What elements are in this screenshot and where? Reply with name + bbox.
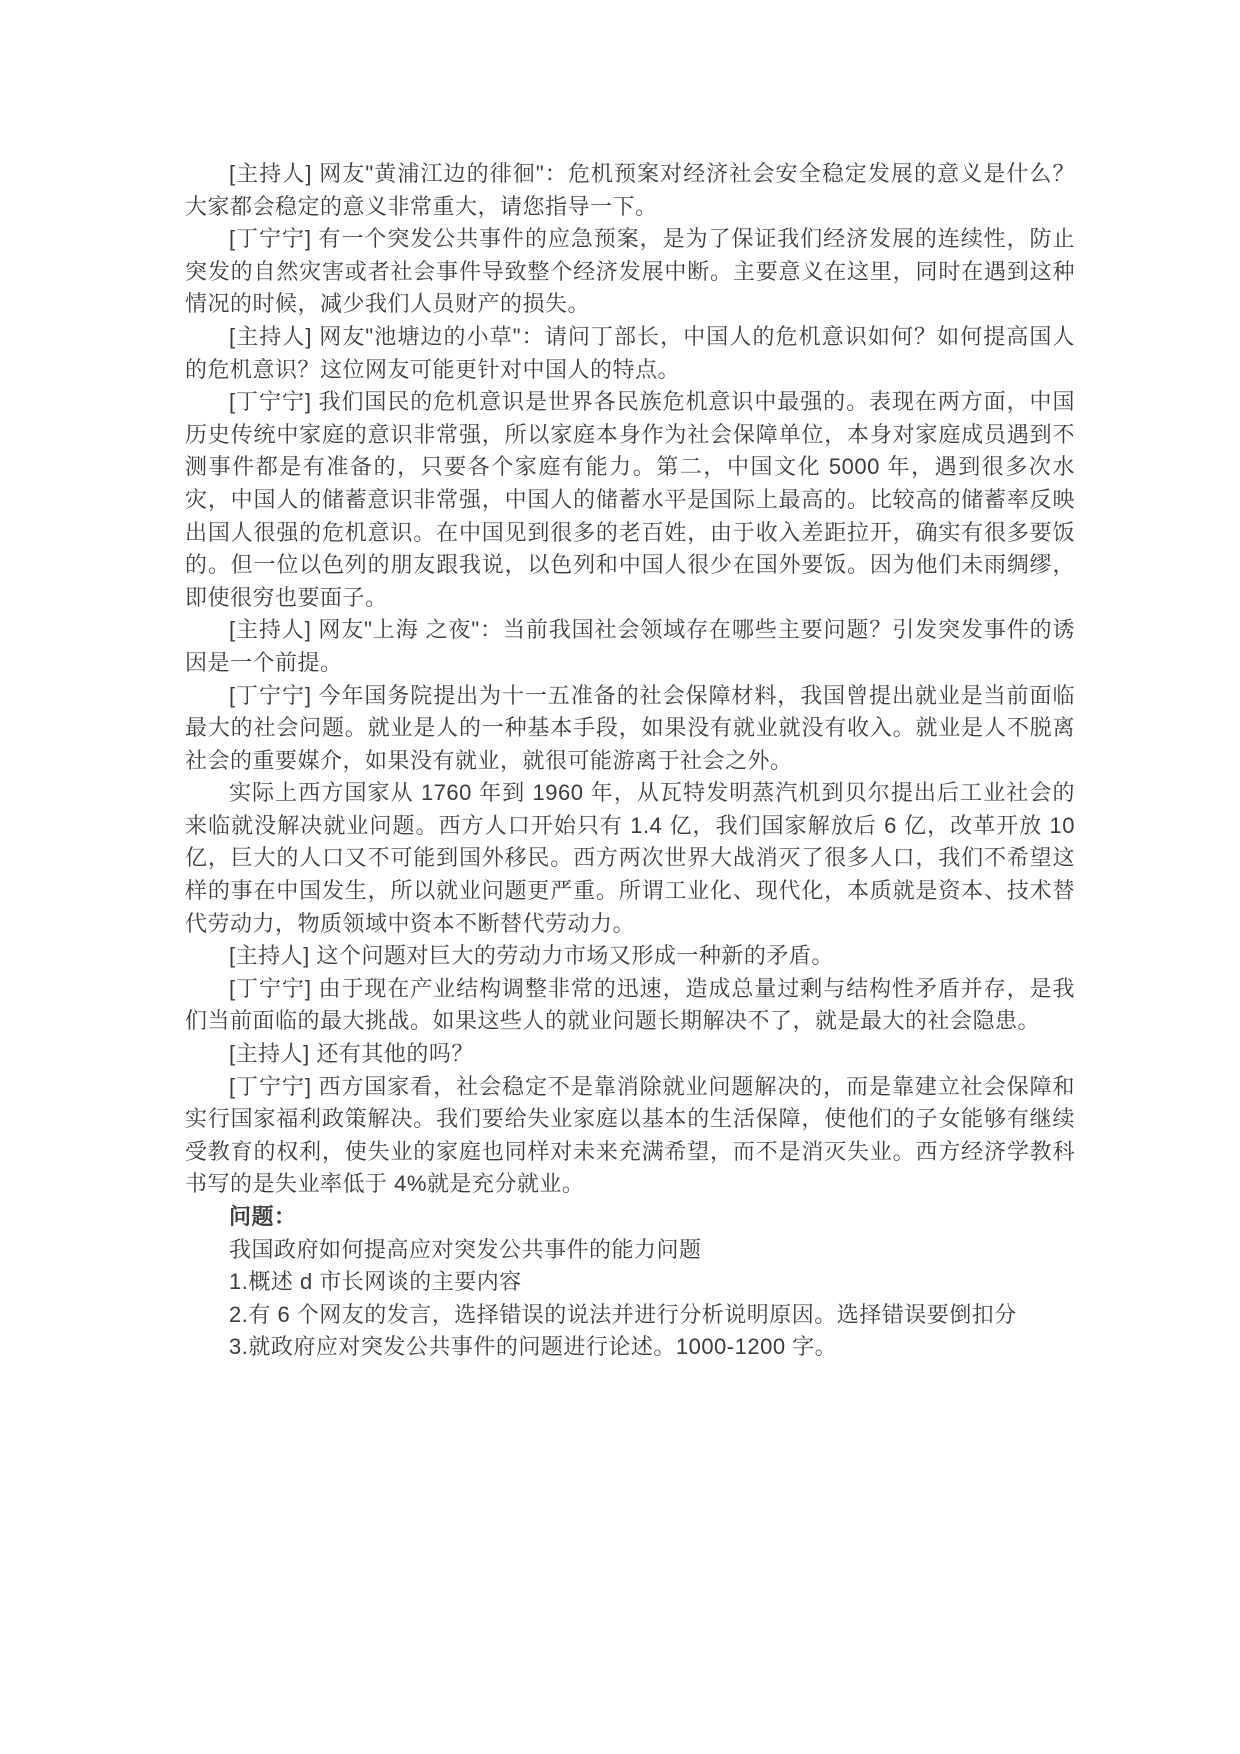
question-item-3: 3.就政府应对突发公共事件的问题进行论述。1000-1200 字。 bbox=[229, 1334, 838, 1360]
dialog-paragraph-guest-answer-1: [丁宁宁] 有一个突发公共事件的应急预案，是为了保证我们经济发展的连续性，防止突发的自然灾害或者社会事件导致整个经济发展中断。主要意义在这里，同时在遇到这种情况的时候，减少我们人员财产的损失。 bbox=[185, 226, 1075, 317]
dialog-paragraph-host-question-2: [主持人] 网友"池塘边的小草"：请问丁部长，中国人的危机意识如何？如何提高国人的危机意识？这位网友可能更针对中国人的特点。 bbox=[185, 323, 1075, 382]
document-content bbox=[185, 158, 1075, 1364]
dialog-paragraph-host-question-5: [主持人] 还有其他的吗？ bbox=[229, 1041, 474, 1067]
dialog-paragraph-guest-answer-5: [丁宁宁] 西方国家看，社会稳定不是靠消除就业问题解决的，而是靠建立社会保障和实行国家福利政策解决。我们要给失业家庭以基本的生活保障，使他们的子女能够有继续受教育的权利，使失业的家庭也同样对未来充满希望，而不是消灭失业。西方经济学教科书写的是失业率低于 4%就是充分就业。 bbox=[185, 1073, 1075, 1197]
dialog-paragraph-host-question-3: [主持人] 网友"上海 之夜"：当前我国社会领域存在哪些主要问题？引发突发事件的诱因是一个前提。 bbox=[185, 617, 1075, 675]
dialog-paragraph-guest-answer-3: [丁宁宁] 今年国务院提出为十一五准备的社会保障材料，我国曾提出就业是当前面临最大的社会问题。就业是人的一种基本手段，如果没有就业就没有收入。就业是人不脱离社会的重要媒介，如果没有就业，就很可能游离于社会之外。 bbox=[185, 682, 1075, 773]
dialog-paragraph-guest-answer-4: [丁宁宁] 由于现在产业结构调整非常的迅速，造成总量过剩与结构性矛盾并存，是我们当前面临的最大挑战。如果这些人的就业问题长期解决不了，就是最大的社会隐患。 bbox=[185, 975, 1075, 1034]
question-item-2: 2.有 6 个网友的发言，选择错误的说法并进行分析说明原因。选择错误要倒扣分 bbox=[229, 1301, 1017, 1327]
dialog-paragraph-host-question-1: [主持人] 网友"黄浦江边的徘徊"：危机预案对经济社会安全稳定发展的意义是什么？大家都会稳定的意义非常重大，请您指导一下。 bbox=[185, 161, 1075, 219]
questions-heading: 问题： bbox=[229, 1204, 297, 1229]
dialog-paragraph-guest-answer-2: [丁宁宁] 我们国民的危机意识是世界各民族危机意识中最强的。表现在两方面，中国历史传统中家庭的意识非常强，所以家庭本身作为社会保障单位，本身对家庭成员遇到不测事件都是有准备的，只要各个家庭有能力。第二，中国文化 5000 年，遇到很多次水灾，中国人的储蓄意识非常强，中国人的储蓄水平是国际上最高的。比较高的储蓄率反映出国人很强的危机意识。在中国见到很多的老百姓，由于收入差距拉开，确实有很多要饭的。但一位以色列的朋友跟我说，以色列和中国人很少在国外要饭。因为他们未雨绸缪，即使很穷也要面子。 bbox=[185, 389, 1075, 610]
dialog-paragraph-host-comment-4: [主持人] 这个问题对巨大的劳动力市场又形成一种新的矛盾。 bbox=[229, 943, 834, 969]
questions-topic: 我国政府如何提高应对突发公共事件的能力问题 bbox=[229, 1236, 702, 1262]
question-item-1: 1.概述 d 市长网谈的主要内容 bbox=[229, 1269, 522, 1295]
dialog-paragraph-guest-answer-3-continued: 实际上西方国家从 1760 年到 1960 年，从瓦特发明蒸汽机到贝尔提出后工业社会的来临就没解决就业问题。西方人口开始只有 1.4 亿，我们国家解放后 6 亿，改革开放 10 亿，巨大的人口又不可能到国外移民。西方两次世界大战消灭了很多人口，我们不希望这样的事在中国发生，所以就业问题更严重。所谓工业化、现代化，本质就是资本、技术替代劳动力，物质领域中资本不断替代劳动力。 bbox=[185, 780, 1075, 936]
